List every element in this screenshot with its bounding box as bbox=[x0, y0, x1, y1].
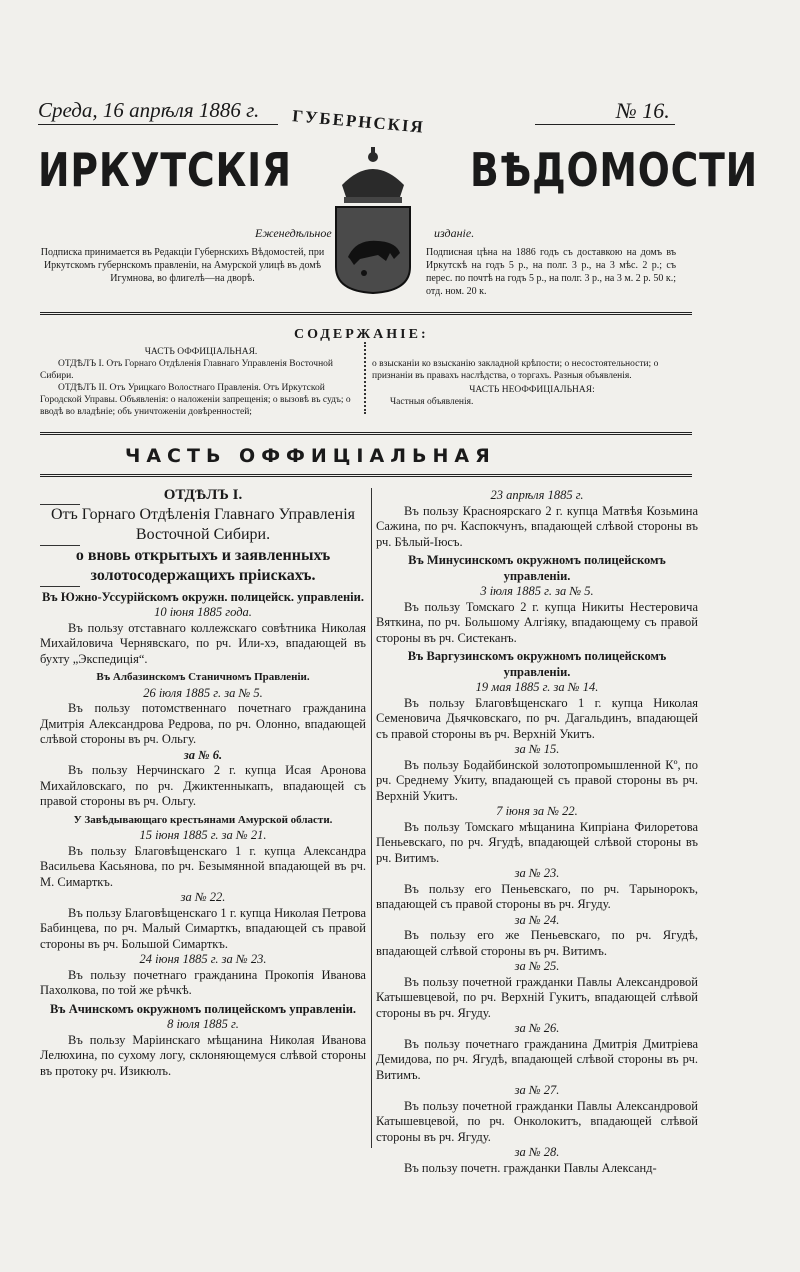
entry-number: за № 25. bbox=[514, 959, 560, 973]
contents-heading: ЧАСТЬ НЕОФФИЦІАЛЬНАЯ: bbox=[469, 385, 595, 395]
entry-text: Въ пользу Красноярскаго 2 г. купца Матвѣя Козьмина Сажина, по рч. Каспокчунъ, впадающей слѣвой стороны въ рч. Бѣлый-Іюсъ. bbox=[376, 503, 698, 549]
subscription-info: Подписка принимается въ Редакціи Губернскихъ Вѣдомостей, при Иркутскомъ губернскомъ правленіи, на Амурской улицѣ въ домѣ Игумнова, во флигелѣ—на дворѣ. bbox=[40, 247, 325, 284]
article-subheading: о вновь открытыхъ и заявленныхъ золотосодержащихъ пріискахъ. bbox=[75, 546, 331, 584]
header-divider bbox=[40, 312, 692, 315]
entry-text: Въ пользу его же Пеньевскаго, по рч. Ягудѣ, впадающей слѣвой стороны въ рч. Витимъ. bbox=[376, 928, 698, 958]
entry-text: Въ пользу потомственнаго почетнаго гражданина Дмитрія Александрова Редрова, по рч. Олонно, впадающей слѣвой стороны въ рч. Ольгу. bbox=[40, 701, 366, 746]
entry-text: Въ пользу почетнаго гражданина Дмитрія Дмитріева Демидова, по рч. Ягудѣ, впадающей слѣвой стороны въ рч. Витимъ. bbox=[376, 1036, 698, 1082]
contents-item: Частныя объявленія. bbox=[390, 397, 474, 407]
entry-number: за № 26. bbox=[514, 1021, 560, 1035]
entry-number: за № 28. bbox=[514, 1145, 560, 1159]
contents-item: о взысканіи ко взысканію закладной крѣпости; о несостоятельности; о признаніи въ правахъ наслѣдства, о торгахъ. Разныя объявленія. bbox=[372, 359, 659, 381]
left-column bbox=[40, 488, 366, 1079]
contents-divider-bottom bbox=[40, 432, 692, 435]
subtitle-edition: изданіе. bbox=[434, 226, 475, 240]
entry-text: Въ пользу Нерчинскаго 2 г. купца Исая Аронова Михайловскаго, по рч. Джиктенныкапъ, впадающей съ правой стороны въ рч. Ольгу. bbox=[40, 763, 366, 808]
entry-text: Въ пользу Маріинскаго мѣщанина Николая Иванова Лелюхина, по сухому логу, склоняющемуся слѣвой стороны въ протоку рч. Изикюлъ. bbox=[40, 1032, 366, 1078]
entry-number: за № 23. bbox=[514, 866, 560, 880]
article-heading: Отъ Горнаго Отдѣленія Главнаго Управленія Восточной Сибири. bbox=[50, 505, 355, 543]
entry-number: за № 6. bbox=[183, 747, 223, 762]
right-column bbox=[376, 488, 698, 1176]
title-vedomosti: ВѢДОМОСТИ bbox=[470, 143, 759, 197]
issue-number: № 16. bbox=[616, 98, 670, 123]
office-heading: Въ Албазинскомъ Станичномъ Правленіи. bbox=[96, 671, 310, 683]
entry-date: 3 іюля 1885 г. за № 5. bbox=[480, 584, 594, 598]
contents-heading: ЧАСТЬ ОФФИЦІАЛЬНАЯ. bbox=[144, 347, 258, 357]
entry-date: 10 іюня 1885 года. bbox=[154, 605, 252, 619]
entry-date: 24 іюня 1885 г. за № 23. bbox=[139, 952, 267, 966]
office-heading: У Завѣдывающаго крестьянами Амурской области. bbox=[73, 813, 333, 826]
entry-text: Въ пользу почетной гражданки Павлы Александровой Катышевцевой, по рч. Верхній Гукитъ, впадающей слѣвой стороны въ рч. Ягуду. bbox=[376, 974, 698, 1020]
title-irkutskiya: ИРКУТСКІЯ bbox=[38, 143, 292, 197]
entry-text: Въ пользу Бодайбинской золотопромышленной Кº, по рч. Среднему Укиту, впадающей съ правой стороны въ рч. Верхній Укитъ. bbox=[376, 757, 698, 803]
short-rule bbox=[40, 586, 80, 587]
section-title: ЧАСТЬ ОФФИЦІАЛЬНАЯ bbox=[125, 445, 496, 467]
contents-left bbox=[40, 346, 362, 418]
office-heading: Въ Минусинскомъ окружномъ полицейскомъ управленіи. bbox=[408, 553, 666, 583]
issue-date: Среда, 16 апрѣля 1886 г. bbox=[38, 98, 260, 122]
subscription-price: Подписная цѣна на 1886 годъ съ доставкою на домъ въ Иркутскѣ на годъ 5 р., на полг. 3 р., на 3 мѣс. 2 р.; съ перес. по почтѣ на годъ 5 р., на полг. 3 р., на 3 м. 2 р. 50 к.; отд. ном. 20 к. bbox=[426, 247, 676, 297]
contents-item: ОТДѢЛЪ II. Отъ Урицкаго Волостнаго Правленія. Отъ Иркутской Городской Управы. Объявленія: о наложеніи запрещенія; о вызовѣ въ судъ; о вводѣ во владѣніе; объ уничтоженіи довѣренностей; bbox=[40, 383, 351, 417]
entry-text: Въ пользу Благовѣщенскаго 1 г. купца Николая Петрова Бабинцева, по рч. Малый Симарткъ, впадающей съ правой стороны въ рч. Большой Симарткъ. bbox=[40, 905, 366, 951]
column-rule bbox=[371, 488, 372, 1148]
contents-right bbox=[372, 346, 692, 408]
section-divider bbox=[40, 474, 692, 477]
office-heading: Въ Южно-Уссурійскомъ окружн. полицейск. управленіи. bbox=[42, 589, 364, 604]
number-rule bbox=[535, 124, 675, 125]
subtitle-weekly: Еженедѣльное bbox=[255, 226, 332, 240]
office-heading: Въ Ачинскомъ окружномъ полицейскомъ управленіи. bbox=[49, 1001, 357, 1016]
date-rule bbox=[38, 124, 278, 125]
entry-text: Въ пользу Благовѣщенскаго 1 г. купца Николая Семеновича Дьячковскаго, по рч. Дагальдинъ, впадающей съ правой стороны въ рч. Верхній Укитъ. bbox=[376, 695, 698, 741]
entry-number: за № 27. bbox=[514, 1083, 560, 1097]
entry-number: за № 15. bbox=[514, 742, 560, 756]
entry-text: Въ пользу отставнаго коллежскаго совѣтника Николая Михайловича Чернявскаго, по рч. Или-хэ, впадающей въ бухту „Экспедиція“. bbox=[40, 620, 366, 666]
office-heading: Въ Варгузинскомъ окружномъ полицейскомъ управленіи. bbox=[407, 649, 667, 679]
entry-date: 7 іюня за № 22. bbox=[496, 804, 578, 818]
contents-title: СОДЕРЖАНІЕ: bbox=[294, 327, 429, 342]
contents-item: ОТДѢЛЪ I. Отъ Горнаго Отдѣленія Главнаго Управленія Восточной Сибири. bbox=[40, 359, 334, 381]
entry-text: Въ пользу Благовѣщенскаго 1 г. купца Александра Васильева Касьянова, по рч. Безымянной впадающей въ рч. М. Симарткъ. bbox=[40, 843, 366, 889]
title-gubernskiya: ГУБЕРНСКІЯ bbox=[291, 106, 426, 137]
contents-divider bbox=[364, 342, 366, 414]
entry-date: 23 апрѣля 1885 г. bbox=[490, 488, 584, 502]
entry-number: за № 24. bbox=[514, 912, 560, 927]
department-title: ОТДѢЛЪ I. bbox=[163, 487, 243, 503]
entry-text: Въ пользу почетнаго гражданина Прокопія Иванова Пахолкова, по той же рѣчкѣ. bbox=[40, 967, 366, 997]
entry-text: Въ пользу почетн. гражданки Павлы Александ- bbox=[404, 1160, 657, 1175]
entry-text: Въ пользу его Пеньевскаго, по рч. Тарынорокъ, впадающей съ правой стороны въ рч. Ягуду. bbox=[376, 881, 698, 911]
entry-text: Въ пользу Томскаго 2 г. купца Никиты Нестеровича Вяткина, по рч. Большому Алгіяку, впадающему съ правой стороны въ рч. Систеканъ. bbox=[376, 599, 698, 645]
coat-of-arms-icon bbox=[330, 145, 416, 295]
entry-text: Въ пользу почетной гражданки Павлы Александровой Катышевцевой, по рч. Онколокитъ, впадающей слѣвой стороны въ рч. Ягуду. bbox=[376, 1098, 698, 1144]
entry-text: Въ пользу Томскаго мѣщанина Кипріана Филоретова Пеньевскаго, по рч. Ягудѣ, впадающей слѣвой стороны въ рч. Витимъ. bbox=[376, 819, 698, 865]
entry-date: 15 іюня 1885 г. за № 21. bbox=[139, 828, 267, 842]
entry-date: 8 іюля 1885 г. bbox=[167, 1017, 239, 1031]
entry-date: 19 мая 1885 г. за № 14. bbox=[475, 680, 599, 694]
entry-number: за № 22. bbox=[180, 890, 226, 904]
entry-date: 26 іюля 1885 г. за № 5. bbox=[143, 685, 263, 700]
